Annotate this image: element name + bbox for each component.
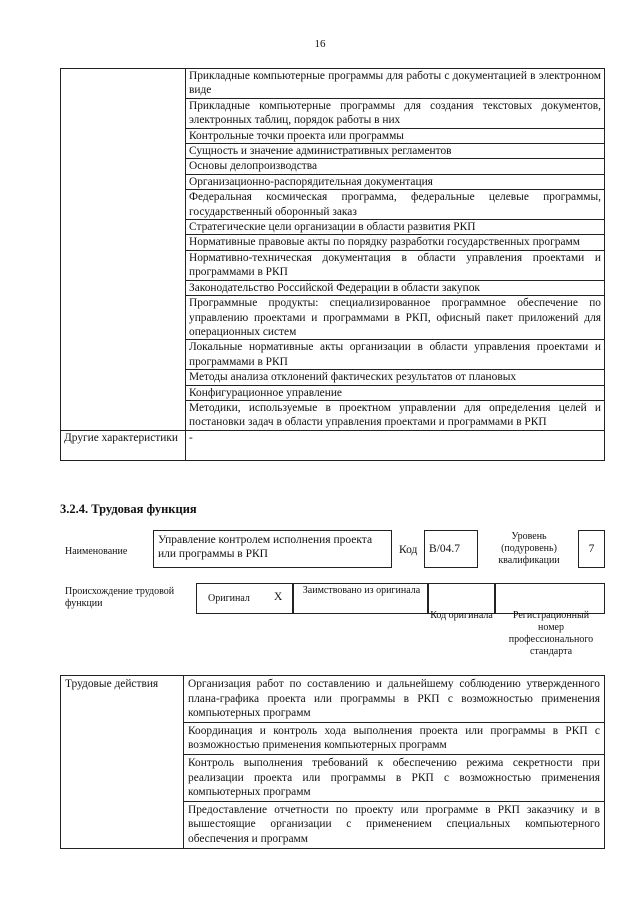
table-label-cell [61,69,186,431]
original-code-caption: Код оригинала [430,610,493,621]
table-cell: Локальные нормативные акты организации в области управления проектами и программами в РКП [186,340,605,370]
knowledge-table [60,68,605,461]
original-label: Оригинал [208,593,250,604]
table-cell: Прикладные компьютерные программы для работы с документацией в электронном виде [186,69,605,99]
table-cell: Основы делопроизводства [186,159,605,174]
level-label: Уровень (подуровень) квалификации [498,531,560,566]
table-row [61,430,605,460]
function-name-value: Управление контролем исполнения проекта или программы в РКП [158,534,373,560]
table-cell: Нормативно-техническая документация в области управления проектами и программами в РКП [186,250,605,280]
code-label: Код [399,544,418,556]
name-label: Наименование [65,546,128,557]
table-cell: Координация и контроль хода выполнения проекта или программы в РКП с возможностью применения компьютерных программ [184,722,605,754]
other-characteristics-value: - [186,430,605,460]
table-cell: Контроль выполнения требований к обеспечению режима секретности при реализации проекта или программы в РКП с возможностью применения компьютерных программ [184,754,605,801]
registration-number-caption: Регистрационный номер профессионального стандарта [508,610,594,657]
table-cell: Прикладные компьютерные программы для создания текстовых документов, электронных таблиц, порядок работы в них [186,98,605,128]
table-cell: Нормативные правовые акты по порядку разработки государственных программ [186,235,605,250]
table-cell: Контрольные точки проекта или программы [186,128,605,143]
section-title: 3.2.4. Трудовая функция [60,502,197,516]
table-cell: Законодательство Российской Федерации в области закупок [186,280,605,295]
function-name-box [153,530,392,568]
code-box [424,530,478,568]
original-mark: X [274,591,283,603]
borrowed-label: Заимствовано из оригинала [302,585,421,596]
origin-label: Происхождение трудовой функции [65,586,175,609]
actions-table [60,675,605,849]
borrowed-box [293,583,428,614]
level-box [578,530,605,568]
other-characteristics-label: Другие характеристики [61,430,186,460]
table-cell: Стратегические цели организации в области развития РКП [186,220,605,235]
table-cell: Федеральная космическая программа, федеральные целевые программы, государственный оборонный заказ [186,190,605,220]
table-row [61,676,605,723]
table-cell: Методы анализа отклонений фактических результатов от плановых [186,370,605,385]
table-cell: Методики, используемые в проектном управлении для определения целей и постановки задач в области управления проектами и программами в РКП [186,400,605,430]
table-row [61,69,605,99]
table-cell: Программные продукты: специализированное программное обеспечение по управлению проектами и программами в РКП, офисный пакет приложений для операционных систем [186,296,605,340]
code-value: В/04.7 [429,543,460,555]
table-cell: Предоставление отчетности по проекту или программе в РКП заказчику и в вышестоящие организации с применением специальных компьютерного обеспечения и программ [184,801,605,848]
page-number: 16 [314,38,326,50]
level-value: 7 [588,543,595,555]
table-cell: Сущность и значение административных регламентов [186,144,605,159]
table-cell: Конфигурационное управление [186,385,605,400]
table-cell: Организация работ по составлению и дальнейшему соблюдению утвержденного плана-графика проекта или программы в РКП с возможностью применения компьютерных программ [184,676,605,723]
original-box [196,583,293,614]
table-cell: Организационно-распорядительная документация [186,174,605,189]
actions-label: Трудовые действия [61,676,184,849]
